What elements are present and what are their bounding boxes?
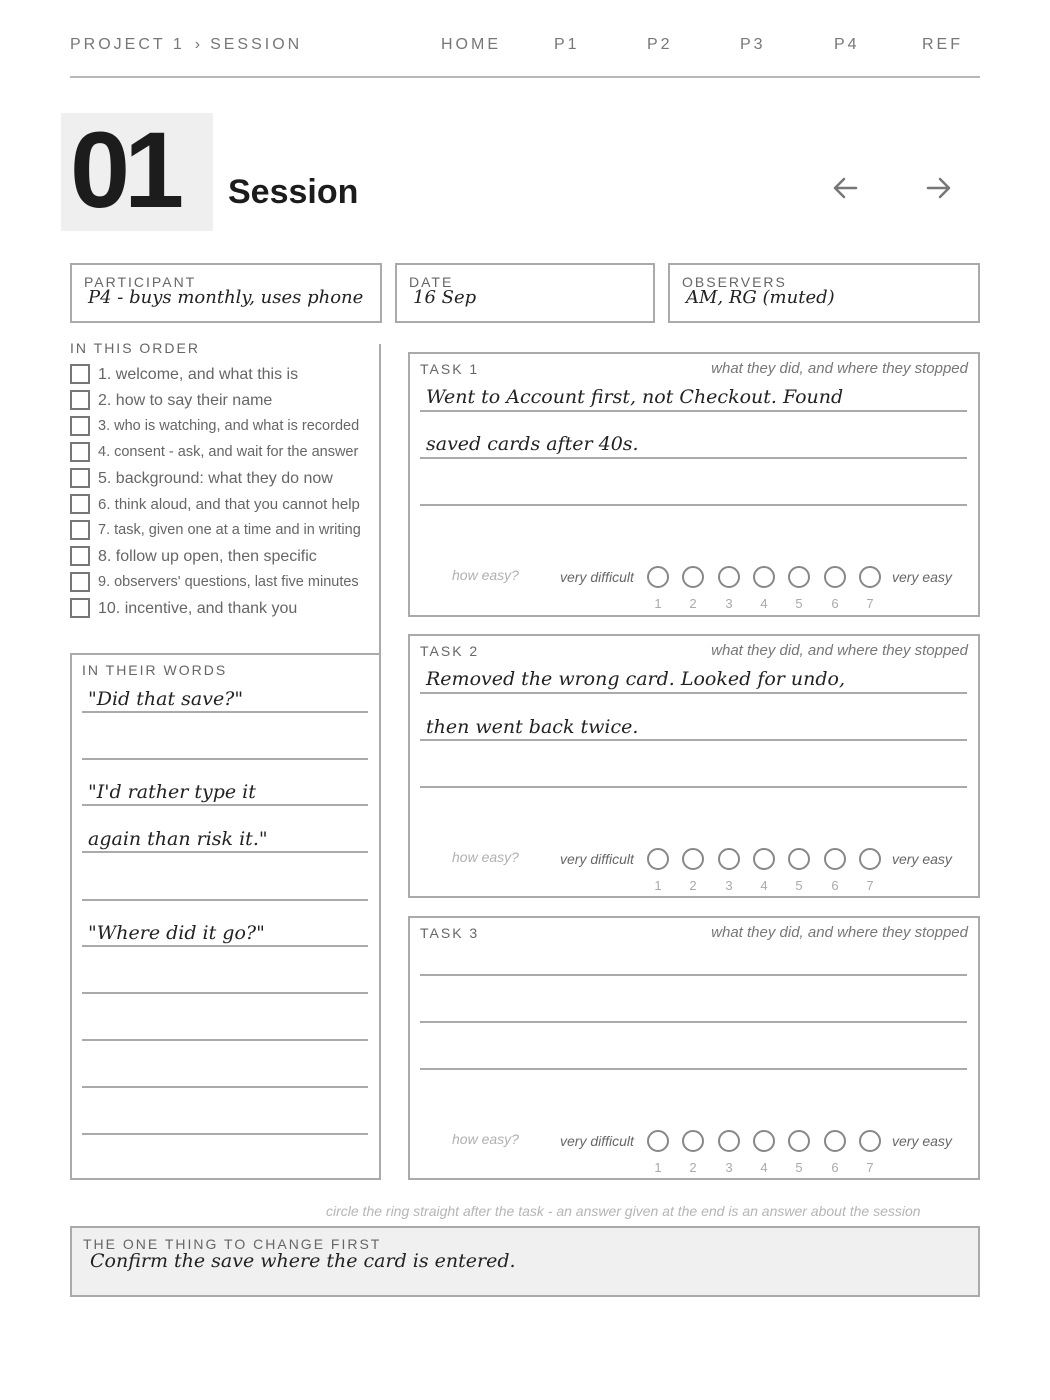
checkbox[interactable] xyxy=(70,572,90,592)
page-title: Session xyxy=(228,173,359,211)
quote-line-text: again than risk it." xyxy=(88,828,268,850)
participant-label: PARTICIPANT xyxy=(84,274,197,290)
observers-value: AM, RG (muted) xyxy=(686,287,835,308)
rating-ring-6[interactable] xyxy=(824,848,846,870)
date-field[interactable] xyxy=(395,263,655,323)
writing-line xyxy=(420,457,967,459)
checklist-item-label: 10. incentive, and thank you xyxy=(98,600,298,617)
participant-value: P4 - buys monthly, uses phone xyxy=(88,287,364,308)
task-2-label: TASK 2 xyxy=(420,643,480,659)
date-label: DATE xyxy=(409,274,454,290)
quote-line-text: "I'd rather type it xyxy=(88,781,256,803)
observers-label: OBSERVERS xyxy=(682,274,787,290)
rating-number: 6 xyxy=(831,1160,839,1175)
breadcrumb xyxy=(70,36,302,54)
rating-number: 2 xyxy=(689,596,697,611)
task-1-note: saved cards after 40s. xyxy=(426,433,639,455)
nav-p2[interactable]: P2 xyxy=(647,36,673,53)
rating-ring-2[interactable] xyxy=(682,1130,704,1152)
rating-ring-7[interactable] xyxy=(859,848,881,870)
rating-ring-5[interactable] xyxy=(788,1130,810,1152)
rating-ring-1[interactable] xyxy=(647,848,669,870)
rating-ring-6[interactable] xyxy=(824,566,846,588)
quote-line xyxy=(82,1133,368,1135)
task-1-note: Went to Account first, not Checkout. Found xyxy=(426,386,844,408)
rating-ring-7[interactable] xyxy=(859,566,881,588)
checklist-item-label: 2. how to say their name xyxy=(98,392,273,409)
breadcrumb-project[interactable]: PROJECT 1 xyxy=(70,36,185,53)
quote-line xyxy=(82,711,368,713)
rating-ring-1[interactable] xyxy=(647,1130,669,1152)
quotes-panel[interactable] xyxy=(70,653,381,1180)
scale-low-label: very difficult xyxy=(560,569,634,585)
rating-ring-6[interactable] xyxy=(824,1130,846,1152)
quote-line xyxy=(82,851,368,853)
rating-number: 7 xyxy=(866,1160,874,1175)
rating-number: 6 xyxy=(831,596,839,611)
rating-number: 3 xyxy=(725,1160,733,1175)
rating-number: 4 xyxy=(760,878,768,893)
task-2-note: Removed the wrong card. Looked for undo, xyxy=(426,668,846,690)
task-1-label: TASK 1 xyxy=(420,361,480,377)
quote-line xyxy=(82,945,368,947)
quote-line xyxy=(82,758,368,760)
writing-line xyxy=(420,974,967,976)
writing-line xyxy=(420,504,967,506)
scale-high-label: very easy xyxy=(892,851,952,867)
header-divider xyxy=(70,76,980,78)
ease-question: how easy? xyxy=(452,567,519,583)
rating-ring-2[interactable] xyxy=(682,566,704,588)
quote-line-text: "Where did it go?" xyxy=(88,922,265,944)
checkbox[interactable] xyxy=(70,598,90,618)
rating-ring-1[interactable] xyxy=(647,566,669,588)
column-divider xyxy=(379,344,381,654)
rating-number: 4 xyxy=(760,1160,768,1175)
participant-field[interactable] xyxy=(70,263,382,323)
observers-field[interactable] xyxy=(668,263,980,323)
rating-number: 3 xyxy=(725,878,733,893)
ease-question: how easy? xyxy=(452,1131,519,1147)
rating-number: 5 xyxy=(795,878,803,893)
rating-number: 1 xyxy=(654,878,662,893)
writing-line xyxy=(420,786,967,788)
nav-home[interactable]: HOME xyxy=(441,36,501,53)
rating-number: 1 xyxy=(654,596,662,611)
top-nav xyxy=(430,36,980,56)
writing-line xyxy=(420,692,967,694)
rating-number: 1 xyxy=(654,1160,662,1175)
task-1-hint: what they did, and where they stopped xyxy=(711,360,968,377)
nav-p3[interactable]: P3 xyxy=(740,36,766,53)
writing-line xyxy=(420,739,967,741)
checkbox[interactable] xyxy=(70,416,90,436)
checkbox[interactable] xyxy=(70,520,90,540)
rating-number: 3 xyxy=(725,596,733,611)
order-label: IN THIS ORDER xyxy=(70,340,200,356)
rating-ring-7[interactable] xyxy=(859,1130,881,1152)
nav-p1[interactable]: P1 xyxy=(554,36,580,53)
ease-question: how easy? xyxy=(452,849,519,865)
nav-ref[interactable]: REF xyxy=(922,36,963,53)
checkbox[interactable] xyxy=(70,390,90,410)
checkbox[interactable] xyxy=(70,546,90,566)
checkbox[interactable] xyxy=(70,494,90,514)
rating-ring-4[interactable] xyxy=(753,848,775,870)
scale-low-label: very difficult xyxy=(560,1133,634,1149)
rating-number: 7 xyxy=(866,878,874,893)
rating-ring-3[interactable] xyxy=(718,848,740,870)
task-3-label: TASK 3 xyxy=(420,925,480,941)
rating-number: 5 xyxy=(795,596,803,611)
rating-ring-5[interactable] xyxy=(788,566,810,588)
quote-line xyxy=(82,899,368,901)
scale-high-label: very easy xyxy=(892,1133,952,1149)
arrow-left-icon[interactable] xyxy=(825,168,865,208)
nav-p4[interactable]: P4 xyxy=(834,36,860,53)
checklist-item-label: 4. consent - ask, and wait for the answer xyxy=(98,444,359,460)
checklist-item-label: 3. who is watching, and what is recorded xyxy=(98,418,360,434)
task-2-note: then went back twice. xyxy=(426,716,639,738)
rating-number: 6 xyxy=(831,878,839,893)
footnote: circle the ring straight after the task - an answer given at the end is an answer about the session xyxy=(326,1203,921,1219)
task-2-hint: what they did, and where they stopped xyxy=(711,642,968,659)
checklist-item-label: 8. follow up open, then specific xyxy=(98,548,317,565)
checklist-item-label: 6. think aloud, and that you cannot help xyxy=(98,496,360,513)
rating-ring-3[interactable] xyxy=(718,566,740,588)
breadcrumb-separator: › xyxy=(194,36,201,53)
date-value: 16 Sep xyxy=(413,287,477,308)
quote-line xyxy=(82,804,368,806)
rating-ring-4[interactable] xyxy=(753,1130,775,1152)
rating-number: 4 xyxy=(760,596,768,611)
quotes-label: IN THEIR WORDS xyxy=(82,662,228,678)
breadcrumb-current: SESSION xyxy=(210,36,303,53)
checkbox[interactable] xyxy=(70,364,90,384)
writing-line xyxy=(420,1068,967,1070)
task-3-hint: what they did, and where they stopped xyxy=(711,924,968,941)
arrow-right-icon[interactable] xyxy=(919,168,959,208)
rating-ring-5[interactable] xyxy=(788,848,810,870)
scale-high-label: very easy xyxy=(892,569,952,585)
checklist-item-label: 7. task, given one at a time and in writing xyxy=(98,522,361,538)
scale-low-label: very difficult xyxy=(560,851,634,867)
writing-line xyxy=(420,1021,967,1023)
rating-number: 2 xyxy=(689,1160,697,1175)
writing-line xyxy=(420,410,967,412)
rating-ring-4[interactable] xyxy=(753,566,775,588)
rating-number: 5 xyxy=(795,1160,803,1175)
change-label: THE ONE THING TO CHANGE FIRST xyxy=(83,1236,382,1252)
rating-ring-2[interactable] xyxy=(682,848,704,870)
checklist-item-label: 5. background: what they do now xyxy=(98,470,333,487)
quote-line xyxy=(82,992,368,994)
checklist-item-label: 9. observers' questions, last five minutes xyxy=(98,574,359,590)
quote-line xyxy=(82,1086,368,1088)
rating-number: 2 xyxy=(689,878,697,893)
quote-line-text: "Did that save?" xyxy=(88,688,244,710)
change-value: Confirm the save where the card is entered. xyxy=(90,1250,516,1272)
checkbox[interactable] xyxy=(70,442,90,462)
rating-ring-3[interactable] xyxy=(718,1130,740,1152)
session-number: 01 xyxy=(70,109,179,230)
rating-number: 7 xyxy=(866,596,874,611)
checklist-item-label: 1. welcome, and what this is xyxy=(98,366,299,383)
quote-line xyxy=(82,1039,368,1041)
checkbox[interactable] xyxy=(70,468,90,488)
change-field[interactable] xyxy=(70,1226,980,1297)
